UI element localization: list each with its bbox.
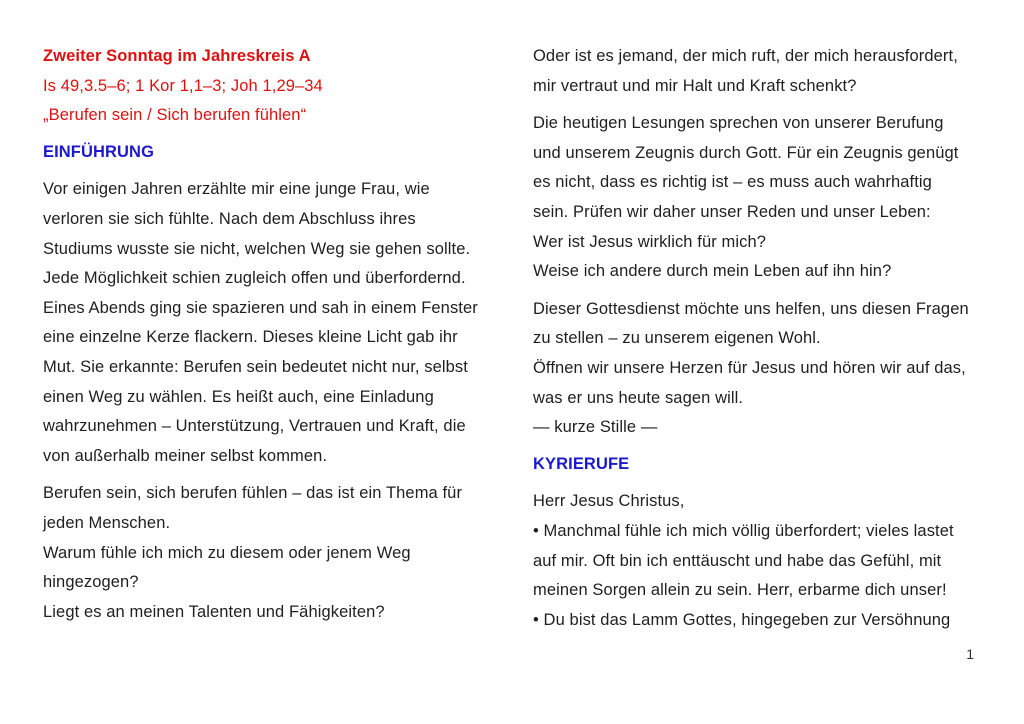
text-line: Liegt es an meinen Talenten und Fähigkeiten? (43, 602, 385, 621)
text-line: meinen Sorgen allein zu sein. Herr, erbarme dich unser! (533, 581, 947, 600)
document-title: Zweiter Sonntag im Jahreskreis A (43, 47, 311, 65)
text-line: mir vertraut und mir Halt und Kraft schenkt? (533, 76, 857, 95)
kyrie-paragraph (533, 487, 998, 635)
scripture-readings: Is 49,3.5–6; 1 Kor 1,1–3; Joh 1,29–34 (43, 76, 323, 95)
bullet-line: • Du bist das Lamm Gottes, hingegeben zur Versöhnung (533, 610, 951, 629)
text-line: was er uns heute sagen will. (533, 388, 744, 407)
text-line: zu stellen – zu unserem eigenen Wohl. (533, 329, 821, 348)
stille-direction-line: — kurze Stille — (533, 418, 658, 437)
lesungen-paragraph (533, 109, 998, 287)
text-line: Öffnen wir unsere Herzen für Jesus und hören wir auf das, (533, 358, 966, 377)
text-line: jeden Menschen. (43, 513, 171, 532)
text-line: auf mir. Oft bin ich enttäuscht und habe das Gefühl, mit (533, 551, 942, 570)
text-line: Herr Jesus Christus, (533, 492, 685, 511)
heading-einfuehrung: EINFÜHRUNG (43, 142, 154, 161)
bullet-line: • Manchmal fühle ich mich völlig überfordert; vieles lastet (533, 521, 954, 540)
text-line: wahrzunehmen – Unterstützung, Vertrauen und Kraft, die (43, 417, 466, 436)
text-line: Warum fühle ich mich zu diesem oder jenem Weg (43, 543, 411, 562)
text-line: einen Weg zu wählen. Es heißt auch, eine Einladung (43, 387, 434, 406)
heading-kyrierufe: KYRIERUFE (533, 454, 630, 473)
gottesdienst-paragraph (533, 295, 998, 443)
text-line: Vor einigen Jahren erzählte mir eine junge Frau, wie (43, 180, 430, 199)
text-line: verloren sie sich fühlte. Nach dem Abschluss ihres (43, 209, 416, 228)
intro-paragraph (43, 175, 518, 471)
text-line: Dieser Gottesdienst möchte uns helfen, uns diesen Fragen (533, 299, 969, 318)
text-line: Berufen sein, sich berufen fühlen – das ist ein Thema für (43, 484, 463, 503)
text-line: Die heutigen Lesungen sprechen von unserer Berufung (533, 114, 944, 133)
text-line: Wer ist Jesus wirklich für mich? (533, 232, 767, 251)
text-line: sein. Prüfen wir daher unser Reden und unser Leben: (533, 202, 931, 221)
text-line: Mut. Sie erkannte: Berufen sein bedeutet nicht nur, selbst (43, 357, 468, 376)
text-line: Oder ist es jemand, der mich ruft, der mich herausfordert, (533, 47, 958, 65)
text-line: eine einzelne Kerze flackern. Dieses kleine Licht gab ihr (43, 328, 458, 347)
text-line: und unserem Zeugnis durch Gott. Für ein Zeugnis genügt (533, 143, 959, 162)
text-line: Studiums wusste sie nicht, welchen Weg sie gehen sollte. (43, 239, 471, 258)
text-line: Jede Möglichkeit schien zugleich offen und überfordernd. (43, 269, 466, 288)
page-number: 1 (966, 646, 974, 662)
text-line: Eines Abends ging sie spazieren und sah in einem Fenster (43, 298, 478, 317)
text-line: von außerhalb meiner selbst kommen. (43, 446, 328, 465)
text-line: Weise ich andere durch mein Leben auf ihn hin? (533, 262, 892, 281)
left-column (43, 42, 518, 627)
text-line: hingezogen? (43, 573, 139, 592)
continuation-paragraph (533, 42, 998, 101)
right-column (533, 42, 998, 635)
questions-paragraph (43, 479, 518, 627)
text-line: es nicht, dass es richtig ist – es muss auch wahrhaftig (533, 173, 932, 192)
theme-line: „Berufen sein / Sich berufen fühlen“ (43, 106, 307, 125)
